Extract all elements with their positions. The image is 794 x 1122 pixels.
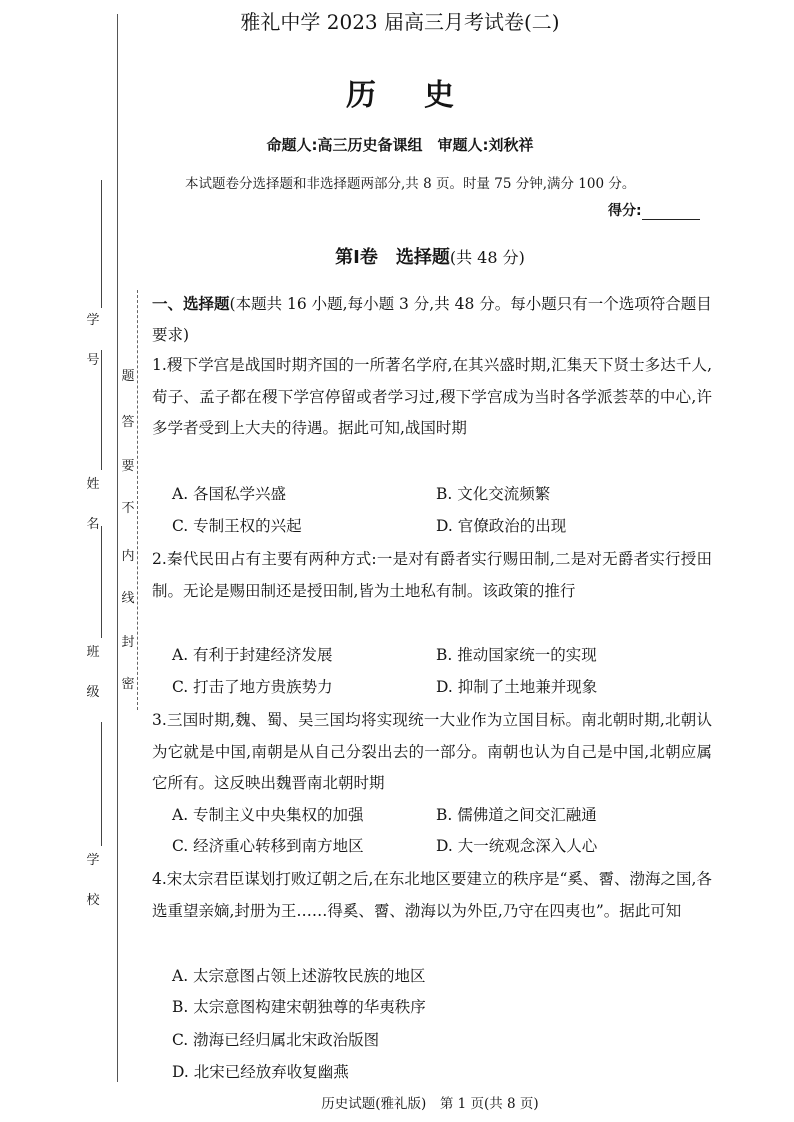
- question-3-stem: 3.三国时期,魏、蜀、吴三国均将实现统一大业作为立国目标。南北朝时期,北朝认为它就是中国,南朝是从自己分裂出去的一部分。南朝也认为自己是中国,北朝应属它所有。这反映出魏晋南北朝时期: [152, 711, 712, 792]
- seal-char: 不: [121, 501, 135, 516]
- binding-line: [117, 14, 118, 1082]
- seal-char: 线: [121, 591, 135, 606]
- margin-label-student-id: 学 号: [86, 313, 100, 368]
- question-4-option-d[interactable]: D. 北宋已经放弃收复幽燕: [172, 1063, 349, 1081]
- seal-char: 要: [121, 459, 135, 474]
- exam-title: 雅礼中学 2023 届高三月考试卷(二): [240, 10, 560, 34]
- student-id-field[interactable]: [101, 180, 102, 308]
- question-1-stem: 1.稷下学宫是战国时期齐国的一所著名学府,在其兴盛时期,汇集天下贤士多达千人,荀子、孟子都在稷下学宫停留或者学习过,稷下学宫成为当时各学派荟萃的中心,许多学者受到上大夫的待遇。据此可知,战国时期: [152, 356, 712, 437]
- question-1-option-c[interactable]: C. 专制王权的兴起: [172, 517, 302, 535]
- question-4-stem: 4.宋太宗君臣谋划打败辽朝之后,在东北地区要建立的秩序是“奚、霫、渤海之国,各选重望亲嫡,封册为王……得奚、霫、渤海以为外臣,乃守在四夷也”。据此可知: [152, 870, 712, 920]
- question-3-option-d[interactable]: D. 大一统观念深入人心: [436, 837, 598, 855]
- section-title-main: 第Ⅰ卷 选择题: [335, 247, 450, 268]
- section-title: [150, 243, 710, 269]
- question-1-option-a[interactable]: A. 各国私学兴盛: [172, 485, 287, 503]
- instructions: 本试题卷分选择题和非选择题两部分,共 8 页。时量 75 分钟,满分 100 分。: [185, 176, 636, 192]
- seal-char: 密: [121, 677, 135, 692]
- question-3-option-c[interactable]: C. 经济重心转移到南方地区: [172, 837, 364, 855]
- question-1-option-b[interactable]: B. 文化交流频繁: [436, 485, 551, 503]
- question-2-option-d[interactable]: D. 抑制了土地兼并现象: [436, 678, 598, 696]
- question-2-option-c[interactable]: C. 打击了地方贵族势力: [172, 678, 333, 696]
- question-3-option-a[interactable]: A. 专制主义中央集权的加强: [172, 806, 364, 824]
- score-label: 得分:: [608, 203, 642, 219]
- score-field[interactable]: [642, 205, 700, 220]
- section-subtitle: (共 48 分): [449, 248, 525, 267]
- margin-label-name: 姓 名: [86, 477, 100, 532]
- question-4-option-c[interactable]: C. 渤海已经归属北宋政治版图: [172, 1031, 380, 1049]
- question-2-stem: 2.秦代民田占有主要有两种方式:一是对有爵者实行赐田制,二是对无爵者实行授田制。无论是赐田制还是授田制,皆为土地私有制。该政策的推行: [152, 550, 712, 600]
- page-footer: 历史试题(雅礼版) 第 1 页(共 8 页): [321, 1096, 539, 1112]
- question-1-option-d[interactable]: D. 官僚政治的出现: [436, 517, 567, 535]
- seal-char: 答: [121, 415, 135, 430]
- part-instructions: (本题共 16 小题,每小题 3 分,共 48 分。每小题只有一个选项符合题目要求): [152, 295, 712, 344]
- question-4-option-a[interactable]: A. 太宗意图占领上述游牧民族的地区: [172, 967, 426, 985]
- seal-char: 封: [121, 635, 135, 650]
- part-heading-label: 一、选择题: [152, 295, 230, 313]
- class-field[interactable]: [101, 526, 102, 638]
- margin-label-school: 学 校: [86, 853, 100, 908]
- question-2-option-a[interactable]: A. 有利于封建经济发展: [172, 646, 333, 664]
- authors-line: 命题人:高三历史备课组 审题人:刘秋祥: [266, 136, 534, 154]
- seal-char: 题: [121, 369, 135, 384]
- name-field[interactable]: [101, 350, 102, 470]
- seal-line: [137, 290, 138, 710]
- margin-label-class: 班 级: [86, 645, 100, 700]
- school-field[interactable]: [101, 722, 102, 846]
- question-3-option-b[interactable]: B. 儒佛道之间交汇融通: [436, 806, 597, 824]
- question-2-option-b[interactable]: B. 推动国家统一的实现: [436, 646, 597, 664]
- subject-title: 历史: [346, 78, 502, 113]
- question-4-option-b[interactable]: B. 太宗意图构建宋朝独尊的华夷秩序: [172, 998, 426, 1016]
- seal-char: 内: [121, 549, 135, 564]
- part-heading: [152, 289, 712, 351]
- score-box: [608, 200, 700, 220]
